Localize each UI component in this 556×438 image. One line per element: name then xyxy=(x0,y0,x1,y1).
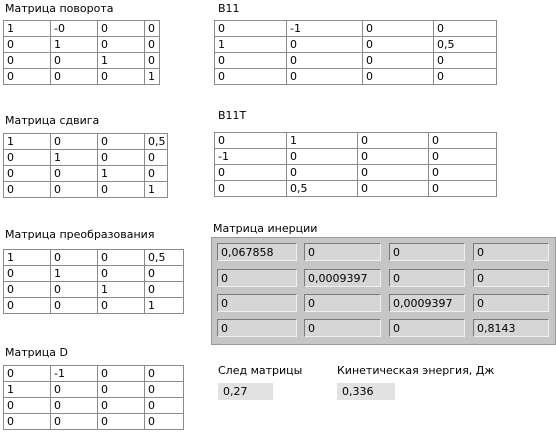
b11t-matrix-title: B11T xyxy=(218,109,247,122)
inertia-cell: 0,0009397 xyxy=(304,269,381,287)
matrix-cell: 0 xyxy=(98,298,145,314)
matrix-cell: 0 xyxy=(215,165,287,181)
matrix-cell: 0 xyxy=(287,165,358,181)
matrix-cell: 0 xyxy=(51,414,98,430)
matrix-cell: 0 xyxy=(51,69,98,85)
matrix-row xyxy=(4,266,184,282)
inertia-matrix-title: Матрица инерции xyxy=(213,222,318,235)
inertia-cell: 0 xyxy=(304,243,381,261)
matrix-cell: -0 xyxy=(51,21,98,37)
matrix-cell: 1 xyxy=(51,150,98,166)
matrix-cell: 0 xyxy=(98,366,145,382)
matrix-cell: 0 xyxy=(287,149,358,165)
matrix-cell: 0 xyxy=(51,53,98,69)
matrix-cell: 0 xyxy=(98,134,145,150)
matrix-cell: 1 xyxy=(4,134,51,150)
matrix-cell: 0 xyxy=(434,53,497,69)
matrix-row xyxy=(4,250,184,266)
matrix-row xyxy=(4,150,168,166)
shift-matrix xyxy=(3,133,168,198)
trace-label: След матрицы xyxy=(218,364,303,377)
matrix-cell: 0 xyxy=(98,69,145,85)
matrix-row xyxy=(4,382,184,398)
matrix-cell: 0 xyxy=(4,298,51,314)
matrix-cell: 0 xyxy=(215,53,287,69)
matrix-cell: 0 xyxy=(51,250,98,266)
matrix-d-title: Матрица D xyxy=(5,346,68,359)
matrix-cell: 0 xyxy=(358,165,429,181)
matrix-row xyxy=(4,366,184,382)
matrix-cell: 0 xyxy=(4,150,51,166)
b11-matrix-title: B11 xyxy=(218,2,240,15)
matrix-cell: 0 xyxy=(145,150,168,166)
matrix-cell: 0 xyxy=(429,133,497,149)
matrix-cell: 0 xyxy=(98,150,145,166)
matrix-cell: 0 xyxy=(145,414,184,430)
matrix-cell: 0,5 xyxy=(145,134,168,150)
matrix-cell: 0 xyxy=(98,21,145,37)
inertia-cell: 0 xyxy=(389,319,465,337)
inertia-cell: 0,8143 xyxy=(473,319,549,337)
matrix-cell: 0 xyxy=(287,37,363,53)
inertia-cell: 0 xyxy=(304,319,381,337)
matrix-cell: 0 xyxy=(4,414,51,430)
matrix-cell: 0 xyxy=(429,165,497,181)
matrix-row xyxy=(4,298,184,314)
matrix-cell: 0 xyxy=(145,166,168,182)
matrix-row xyxy=(4,37,160,53)
matrix-cell: 0 xyxy=(358,181,429,197)
matrix-cell: 0 xyxy=(51,382,98,398)
matrix-cell: 0 xyxy=(145,266,184,282)
matrix-cell: 0 xyxy=(434,21,497,37)
matrix-cell: 0 xyxy=(98,37,145,53)
matrix-cell: 0 xyxy=(215,133,287,149)
matrix-row xyxy=(215,133,497,149)
matrix-cell: 0 xyxy=(98,398,145,414)
matrix-cell: 1 xyxy=(4,382,51,398)
matrix-cell: 1 xyxy=(98,166,145,182)
kinetic-energy-indicator: 0,336 xyxy=(337,383,395,400)
matrix-row xyxy=(215,53,497,69)
matrix-row xyxy=(4,282,184,298)
matrix-cell: 0 xyxy=(363,69,434,85)
matrix-cell: 0 xyxy=(4,366,51,382)
shift-matrix-title: Матрица сдвига xyxy=(5,114,100,127)
matrix-cell: 0 xyxy=(215,181,287,197)
matrix-cell: 0 xyxy=(145,282,184,298)
matrix-cell: -1 xyxy=(287,21,363,37)
matrix-cell: 0 xyxy=(215,69,287,85)
matrix-cell: 0 xyxy=(287,69,363,85)
matrix-cell: 0 xyxy=(98,182,145,198)
matrix-cell: 0 xyxy=(358,149,429,165)
trace-indicator: 0,27 xyxy=(218,383,273,400)
matrix-cell: 0 xyxy=(145,37,160,53)
matrix-cell: 0 xyxy=(98,382,145,398)
matrix-cell: 0 xyxy=(145,366,184,382)
matrix-cell: 1 xyxy=(98,53,145,69)
matrix-cell: -1 xyxy=(215,149,287,165)
inertia-cell: 0 xyxy=(473,294,549,312)
transform-matrix-title: Матрица преобразования xyxy=(5,228,155,241)
matrix-cell: 0 xyxy=(4,266,51,282)
matrix-row xyxy=(4,21,160,37)
matrix-cell: 0,5 xyxy=(145,250,184,266)
matrix-cell: 0 xyxy=(51,166,98,182)
matrix-row xyxy=(215,149,497,165)
matrix-cell: 1 xyxy=(98,282,145,298)
matrix-cell: 1 xyxy=(145,182,168,198)
inertia-cell: 0 xyxy=(473,243,549,261)
matrix-cell: 1 xyxy=(51,37,98,53)
matrix-cell: 0 xyxy=(51,282,98,298)
matrix-row xyxy=(215,37,497,53)
matrix-cell: 0 xyxy=(429,149,497,165)
kinetic-energy-label: Кинетическая энергия, Дж xyxy=(337,364,495,377)
matrix-cell: 0 xyxy=(4,282,51,298)
matrix-cell: 0 xyxy=(51,398,98,414)
matrix-cell: 0 xyxy=(4,69,51,85)
matrix-cell: 0 xyxy=(98,250,145,266)
b11t-matrix xyxy=(214,132,497,197)
matrix-cell: 0 xyxy=(145,53,160,69)
matrix-cell: 1 xyxy=(51,266,98,282)
matrix-cell: 0,5 xyxy=(434,37,497,53)
matrix-row xyxy=(4,166,168,182)
b11-matrix xyxy=(214,20,497,85)
inertia-cell: 0 xyxy=(389,243,465,261)
matrix-cell: 0 xyxy=(358,133,429,149)
matrix-row xyxy=(215,69,497,85)
matrix-cell: 0 xyxy=(51,298,98,314)
inertia-cell: 0 xyxy=(217,269,297,287)
inertia-cell: 0,067858 xyxy=(217,243,297,261)
matrix-row xyxy=(215,21,497,37)
matrix-cell: -1 xyxy=(51,366,98,382)
inertia-cell: 0 xyxy=(217,319,297,337)
matrix-cell: 0 xyxy=(434,69,497,85)
inertia-cell: 0 xyxy=(473,269,549,287)
inertia-cell: 0 xyxy=(389,269,465,287)
transform-matrix xyxy=(3,249,184,314)
matrix-cell: 0 xyxy=(363,21,434,37)
matrix-d xyxy=(3,365,184,430)
matrix-cell: 0 xyxy=(363,37,434,53)
matrix-cell: 0 xyxy=(363,53,434,69)
inertia-cell: 0 xyxy=(217,294,297,312)
inertia-cell: 0 xyxy=(304,294,381,312)
matrix-row xyxy=(215,181,497,197)
matrix-cell: 0 xyxy=(4,398,51,414)
matrix-cell: 1 xyxy=(215,37,287,53)
matrix-cell: 0 xyxy=(4,37,51,53)
inertia-matrix xyxy=(211,237,556,345)
matrix-row xyxy=(4,53,160,69)
matrix-cell: 1 xyxy=(4,250,51,266)
matrix-cell: 0 xyxy=(145,398,184,414)
matrix-cell: 0 xyxy=(287,53,363,69)
matrix-cell: 0 xyxy=(215,21,287,37)
matrix-cell: 0 xyxy=(429,181,497,197)
matrix-row xyxy=(4,398,184,414)
inertia-cell: 0,0009397 xyxy=(389,294,465,312)
matrix-cell: 0 xyxy=(145,21,160,37)
matrix-row xyxy=(4,134,168,150)
matrix-cell: 0 xyxy=(51,182,98,198)
matrix-cell: 0 xyxy=(145,382,184,398)
matrix-cell: 0 xyxy=(98,414,145,430)
matrix-row xyxy=(4,69,160,85)
matrix-cell: 1 xyxy=(287,133,358,149)
matrix-cell: 1 xyxy=(145,69,160,85)
matrix-cell: 1 xyxy=(145,298,184,314)
matrix-row xyxy=(215,165,497,181)
matrix-cell: 0 xyxy=(51,134,98,150)
matrix-row xyxy=(4,182,168,198)
matrix-cell: 0 xyxy=(4,53,51,69)
matrix-cell: 0 xyxy=(4,182,51,198)
matrix-cell: 1 xyxy=(4,21,51,37)
matrix-cell: 0,5 xyxy=(287,181,358,197)
matrix-cell: 0 xyxy=(98,266,145,282)
matrix-cell: 0 xyxy=(4,166,51,182)
matrix-row xyxy=(4,414,184,430)
rotation-matrix-title: Матрица поворота xyxy=(5,2,114,15)
rotation-matrix xyxy=(3,20,160,85)
